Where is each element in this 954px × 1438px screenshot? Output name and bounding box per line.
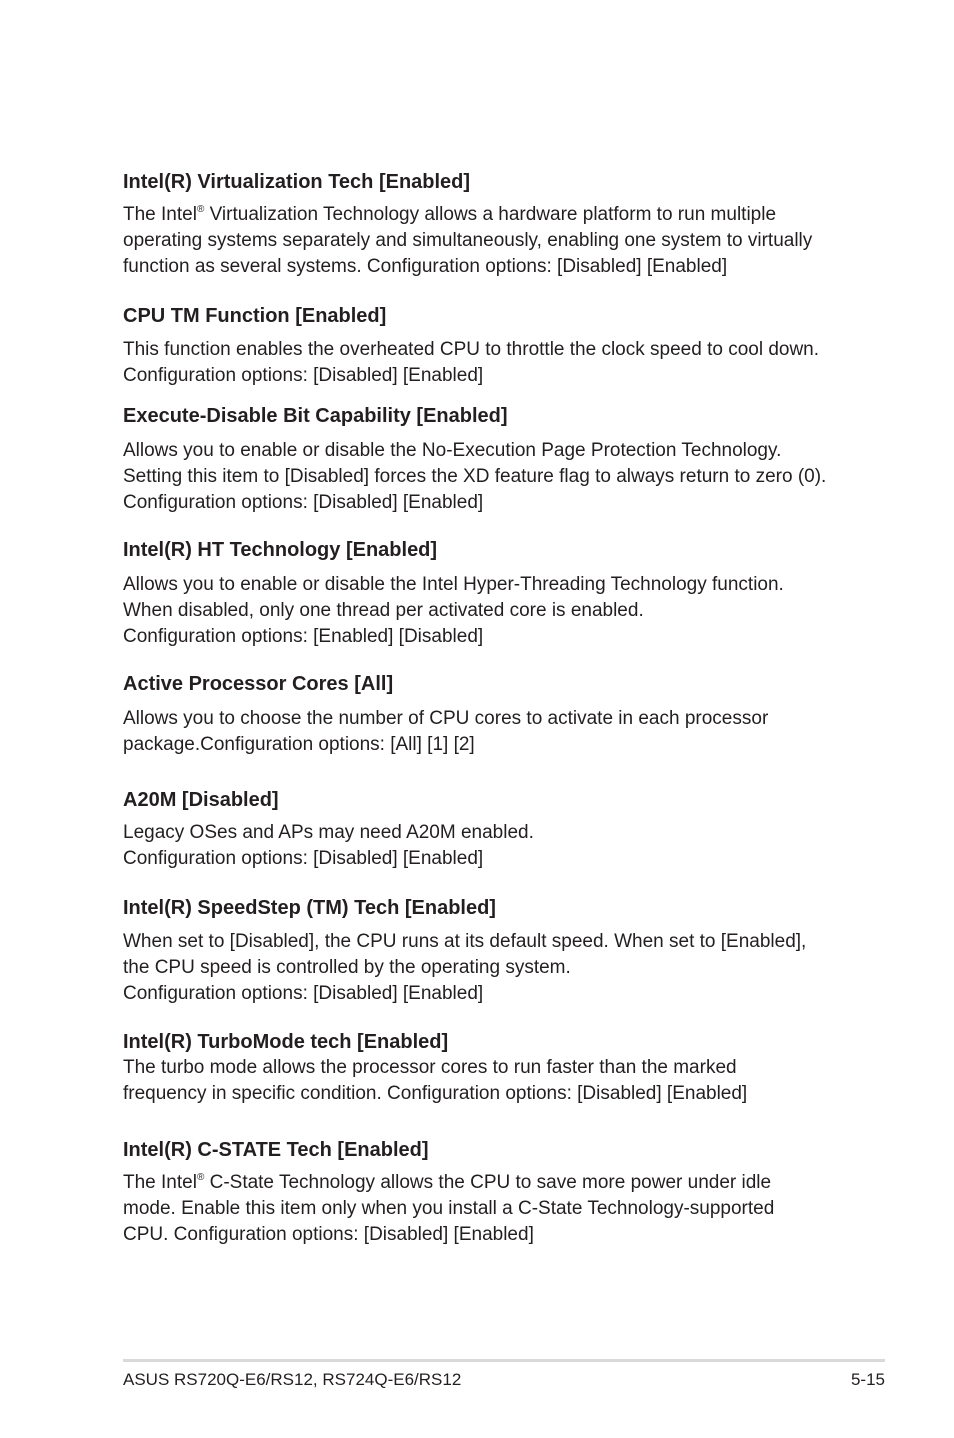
description-line: Configuration options: [Disabled] [Enabled] — [123, 983, 484, 1004]
section-active-processor-cores — [123, 671, 853, 758]
description-text: Virtualization Technology allows a hardware platform to run multiple — [204, 204, 777, 225]
section-speedstep — [123, 895, 853, 1007]
footer-page-number: 5-15 — [850, 1370, 885, 1389]
registered-mark: ® — [196, 204, 205, 215]
description-line: Configuration options: [Disabled] [Enabled] — [123, 492, 484, 513]
description-line: mode. Enable this item only when you install a C-State Technology-supported — [123, 1198, 775, 1219]
section-virtualization-tech — [123, 169, 853, 280]
section-description — [123, 572, 853, 650]
section-execute-disable-bit — [123, 403, 853, 516]
section-description — [123, 706, 853, 758]
description-line: package.Configuration options: [All] [1] [2] — [123, 734, 475, 755]
section-heading: A20M [Disabled] — [123, 789, 279, 811]
description-line: CPU. Configuration options: [Disabled] [Enabled] — [123, 1224, 534, 1245]
description-line: Allows you to enable or disable the No-Execution Page Protection Technology. — [123, 440, 782, 461]
section-description — [123, 929, 853, 1007]
section-description — [123, 337, 853, 389]
section-a20m — [123, 787, 853, 872]
description-line: function as several systems. Configuration options: [Disabled] [Enabled] — [123, 256, 728, 277]
registered-mark: ® — [196, 1172, 205, 1183]
description-line: When set to [Disabled], the CPU runs at its default speed. When set to [Enabled], — [123, 931, 807, 952]
description-line: Allows you to choose the number of CPU cores to activate in each processor — [123, 708, 769, 729]
description-text: The Intel — [123, 204, 197, 225]
description-line: Legacy OSes and APs may need A20M enabled. — [123, 822, 534, 843]
section-description — [123, 820, 853, 872]
description-line — [123, 1170, 853, 1196]
description-line: The turbo mode allows the processor cores to run faster than the marked — [123, 1057, 737, 1078]
description-line: When disabled, only one thread per activated core is enabled. — [123, 600, 644, 621]
section-c-state — [123, 1137, 853, 1248]
description-line: Setting this item to [Disabled] forces the XD feature flag to always return to zero (0). — [123, 466, 827, 487]
description-line: frequency in specific condition. Configuration options: [Disabled] [Enabled] — [123, 1083, 748, 1104]
description-line: the CPU speed is controlled by the operating system. — [123, 957, 571, 978]
section-heading: Execute-Disable Bit Capability [Enabled] — [123, 405, 508, 427]
section-heading: Intel(R) TurboMode tech [Enabled] — [123, 1031, 449, 1053]
section-turbomode — [123, 1029, 853, 1107]
footer-product-name: ASUS RS720Q-E6/RS12, RS724Q-E6/RS12 — [123, 1370, 462, 1389]
section-heading: Intel(R) SpeedStep (TM) Tech [Enabled] — [123, 897, 496, 919]
description-line: Configuration options: [Disabled] [Enabled] — [123, 365, 484, 386]
section-heading: Intel(R) C-STATE Tech [Enabled] — [123, 1139, 429, 1161]
description-line — [123, 202, 853, 228]
description-line: operating systems separately and simultaneously, enabling one system to virtually — [123, 230, 813, 251]
section-cpu-tm-function — [123, 303, 853, 389]
section-description — [123, 438, 853, 516]
description-line: Configuration options: [Disabled] [Enabled] — [123, 848, 484, 869]
description-line: Configuration options: [Enabled] [Disabled] — [123, 626, 484, 647]
description-line: This function enables the overheated CPU to throttle the clock speed to cool down. — [123, 339, 820, 360]
description-text: The Intel — [123, 1172, 197, 1193]
section-heading: Intel(R) Virtualization Tech [Enabled] — [123, 171, 471, 193]
section-heading: CPU TM Function [Enabled] — [123, 305, 387, 327]
footer-divider — [123, 1359, 885, 1362]
section-description — [123, 1055, 853, 1107]
description-text: C-State Technology allows the CPU to save more power under idle — [204, 1172, 772, 1193]
section-heading: Active Processor Cores [All] — [123, 673, 394, 695]
description-line: Allows you to enable or disable the Intel Hyper-Threading Technology function. — [123, 574, 784, 595]
section-description — [123, 202, 853, 280]
section-description — [123, 1170, 853, 1248]
section-ht-technology — [123, 537, 853, 650]
section-heading: Intel(R) HT Technology [Enabled] — [123, 539, 438, 561]
